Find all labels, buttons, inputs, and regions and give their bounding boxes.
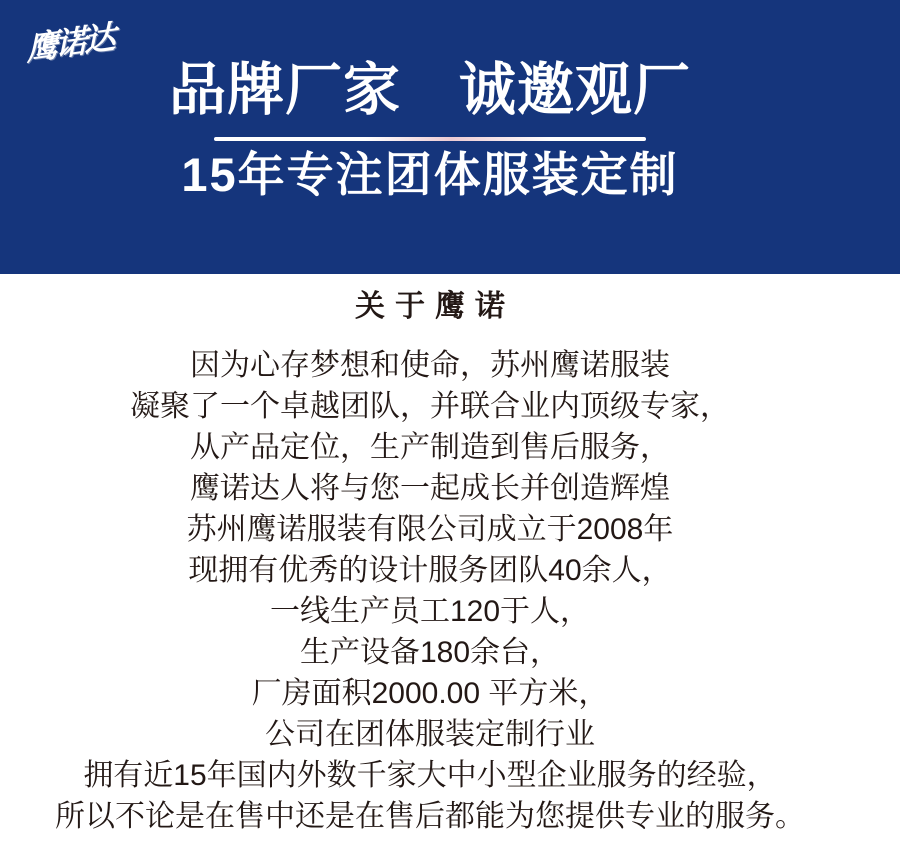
about-line: 鹰诺达人将与您一起成长并创造辉煌 xyxy=(190,472,670,505)
about-line: 公司在团体服装定制行业 xyxy=(265,718,595,751)
brand-logo: 鹰诺达 xyxy=(25,18,114,68)
about-line: 因为心存梦想和使命，苏州鹰诺服装 xyxy=(190,349,670,382)
banner-title: 品牌厂家 诚邀观厂 xyxy=(169,58,691,122)
about-line: 所以不论是在售中还是在售后都能为您提供专业的服务。 xyxy=(55,800,805,833)
about-line: 从产品定位，生产制造到售后服务， xyxy=(190,431,670,464)
about-section xyxy=(0,274,900,837)
about-line: 拥有近15年国内外数千家大中小型企业服务的经验， xyxy=(83,759,777,792)
about-heading: 关于鹰诺 xyxy=(355,290,515,323)
banner xyxy=(0,0,900,274)
about-line: 凝聚了一个卓越团队，并联合业内顶级专家， xyxy=(130,390,730,423)
about-line: 厂房面积2000.00 平方米， xyxy=(251,677,609,710)
about-line: 苏州鹰诺服装有限公司成立于2008年 xyxy=(186,513,674,546)
banner-subtitle: 15年专注团体服装定制 xyxy=(181,148,679,201)
about-line: 一线生产员工120于人， xyxy=(269,595,591,628)
about-line: 生产设备180余台， xyxy=(299,636,561,669)
banner-divider xyxy=(214,137,646,141)
about-line: 现拥有优秀的设计服务团队40余人， xyxy=(188,554,672,587)
